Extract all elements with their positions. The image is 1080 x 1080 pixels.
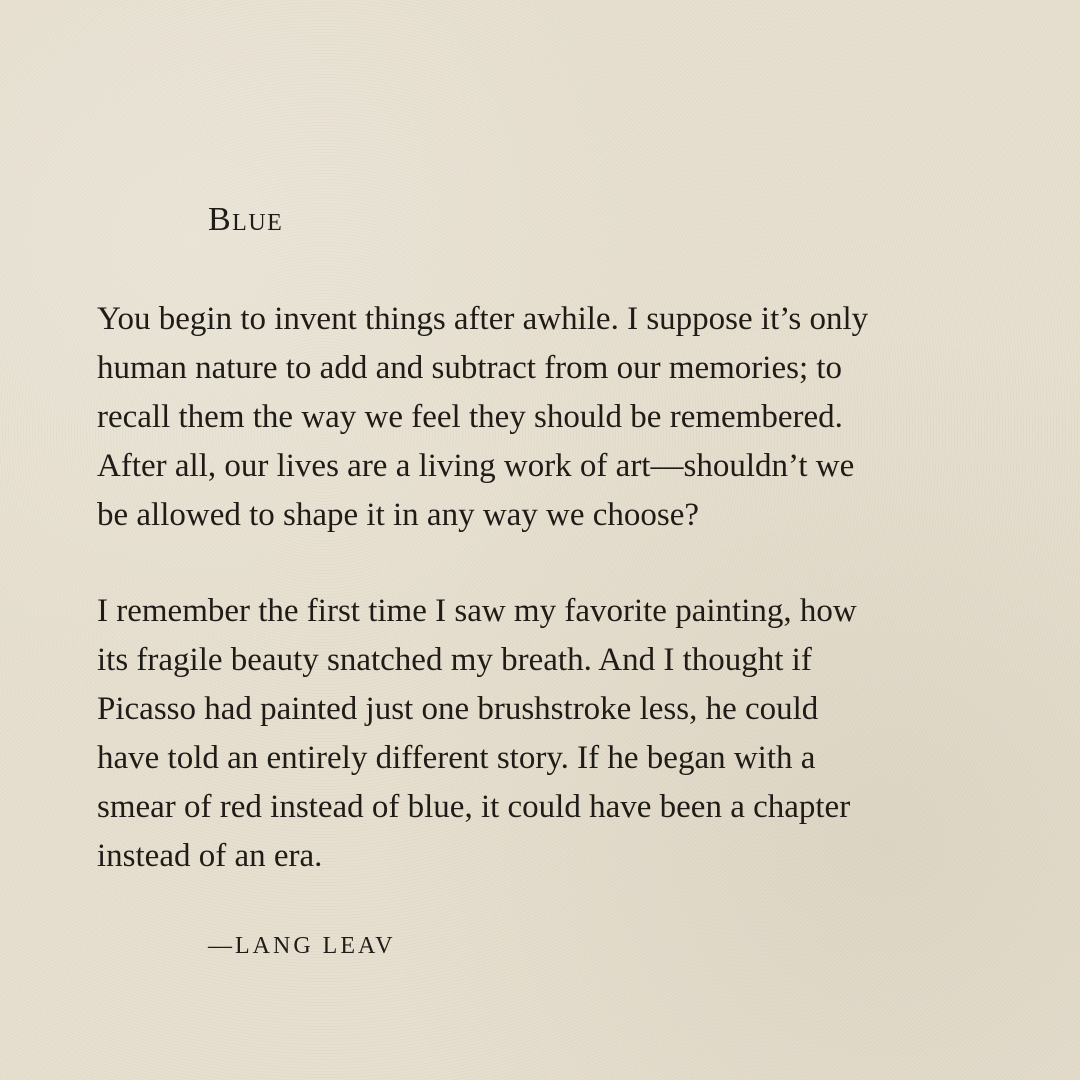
- poem-title: Blue: [208, 201, 284, 238]
- poem-body: [97, 295, 967, 881]
- text-line: recall them the way we feel they should be remembered.: [97, 399, 843, 435]
- paragraph-2: [97, 587, 967, 881]
- text-line: You begin to invent things after awhile. I suppose it’s only: [97, 301, 869, 337]
- text-line: smear of red instead of blue, it could have been a chapter: [97, 789, 851, 825]
- text-line: have told an entirely different story. If he began with a: [97, 740, 816, 776]
- paragraph-1: [97, 295, 967, 540]
- text-line: I remember the first time I saw my favorite painting, how: [97, 593, 857, 629]
- text-line: Picasso had painted just one brushstroke less, he could: [97, 691, 819, 727]
- text-line: instead of an era.: [97, 838, 323, 874]
- text-line: human nature to add and subtract from our memories; to: [97, 350, 843, 386]
- text-line: After all, our lives are a living work of art—shouldn’t we: [97, 448, 855, 484]
- text-line: be allowed to shape it in any way we choose?: [97, 497, 700, 533]
- text-line: its fragile beauty snatched my breath. And I thought if: [97, 642, 812, 678]
- author-attribution: —LANG LEAV: [208, 933, 396, 959]
